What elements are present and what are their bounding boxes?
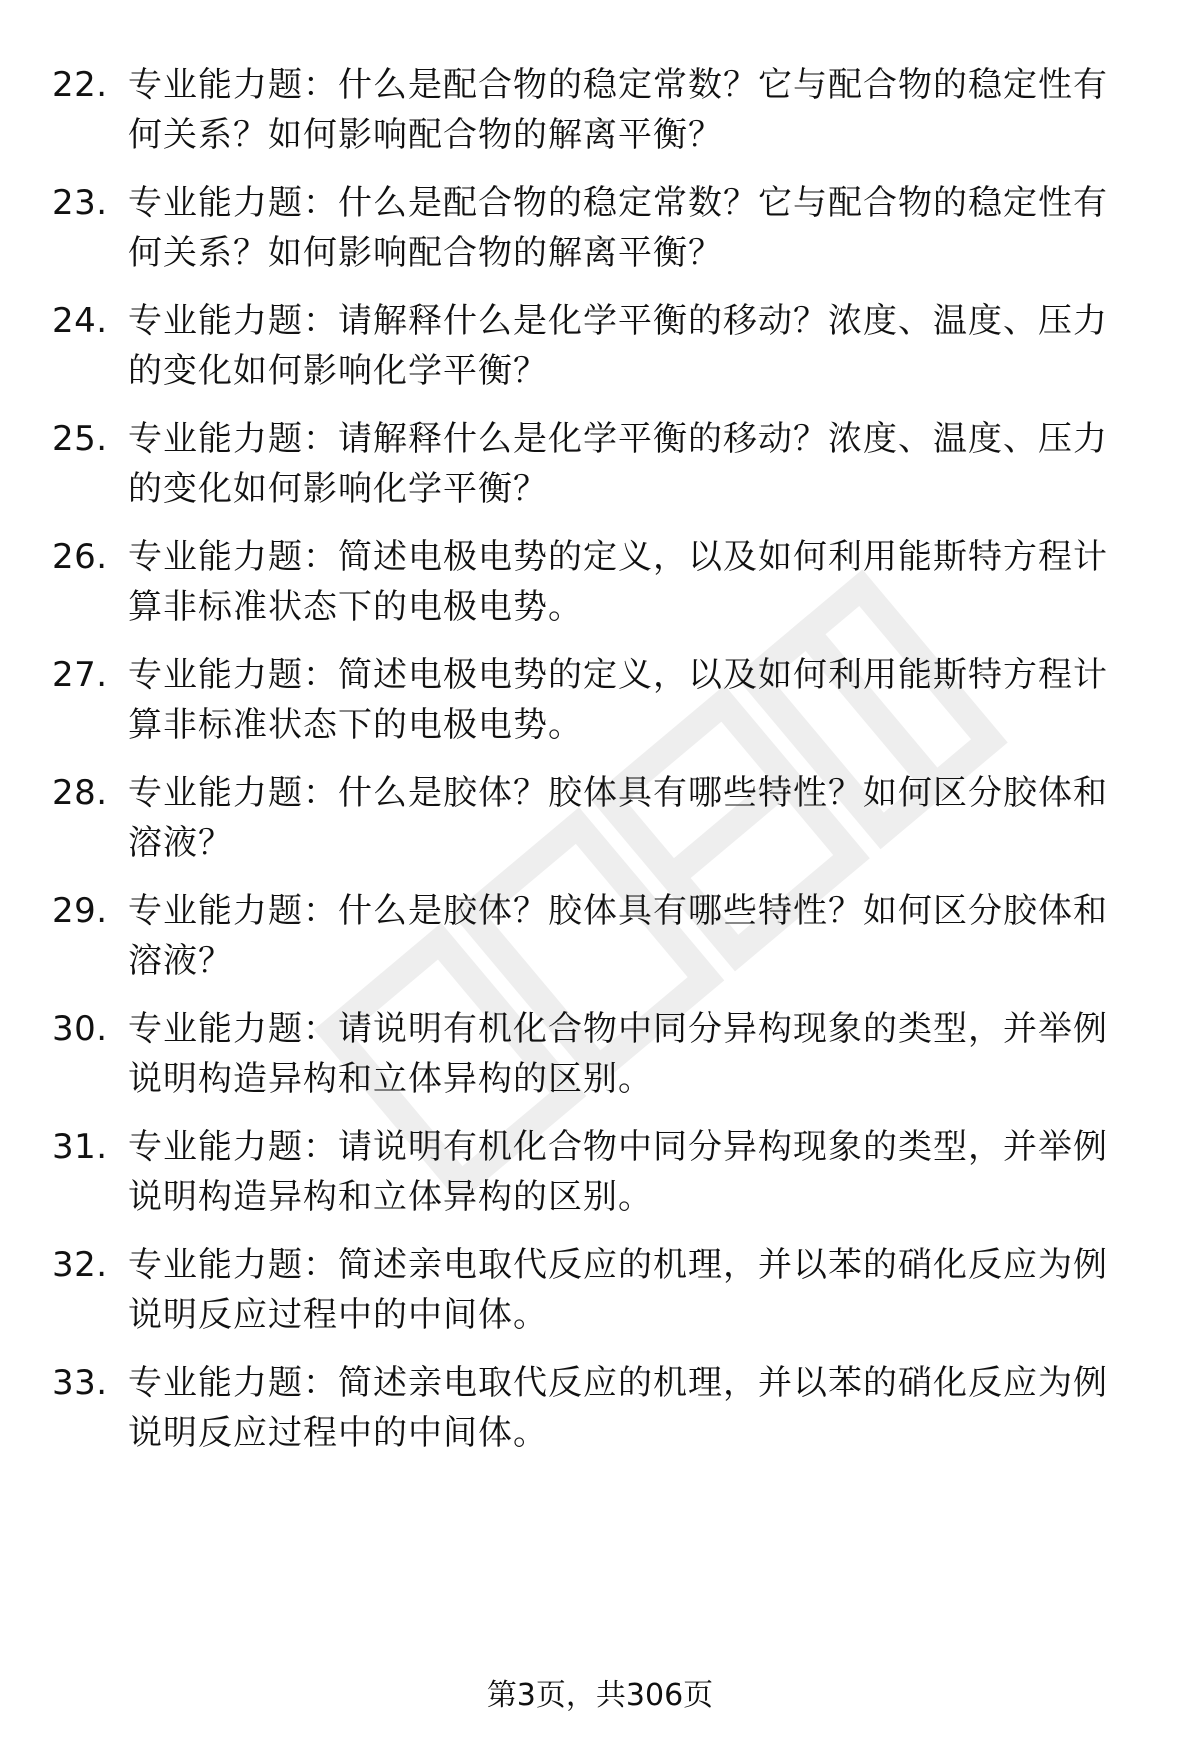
question-number: 28. — [52, 773, 108, 813]
question-number: 24. — [52, 301, 108, 341]
question-text: 专业能力题：什么是配合物的稳定常数？它与配合物的稳定性有何关系？如何影响配合物的解离平衡？ — [128, 65, 1108, 155]
list-item — [0, 1122, 1200, 1232]
question-text: 专业能力题：请说明有机化合物中同分异构现象的类型，并举例说明构造异构和立体异构的区别。 — [128, 1127, 1108, 1217]
list-item — [0, 1004, 1200, 1114]
question-number: 33. — [52, 1363, 108, 1403]
list-item — [0, 1358, 1200, 1468]
question-number: 31. — [52, 1127, 108, 1167]
list-item — [0, 60, 1200, 170]
question-number: 25. — [52, 419, 108, 459]
question-text: 专业能力题：什么是胶体？胶体具有哪些特性？如何区分胶体和溶液？ — [128, 891, 1108, 981]
question-number: 22. — [52, 65, 108, 105]
question-number: 29. — [52, 891, 108, 931]
list-item — [0, 768, 1200, 878]
question-number: 26. — [52, 537, 108, 577]
question-number: 30. — [52, 1009, 108, 1049]
question-number: 23. — [52, 183, 108, 223]
question-number: 32. — [52, 1245, 108, 1285]
list-item — [0, 532, 1200, 642]
question-text: 专业能力题：简述亲电取代反应的机理，并以苯的硝化反应为例说明反应过程中的中间体。 — [128, 1363, 1108, 1453]
page-footer: 第3页，共306页 — [486, 1678, 714, 1713]
question-text: 专业能力题：简述电极电势的定义，以及如何利用能斯特方程计算非标准状态下的电极电势。 — [128, 537, 1108, 627]
list-item — [0, 296, 1200, 406]
question-number: 27. — [52, 655, 108, 695]
question-text: 专业能力题：什么是胶体？胶体具有哪些特性？如何区分胶体和溶液？ — [128, 773, 1108, 863]
question-text: 专业能力题：请说明有机化合物中同分异构现象的类型，并举例说明构造异构和立体异构的区别。 — [128, 1009, 1108, 1099]
question-text: 专业能力题：请解释什么是化学平衡的移动？浓度、温度、压力的变化如何影响化学平衡？ — [128, 301, 1108, 391]
list-item — [0, 1240, 1200, 1350]
list-item — [0, 886, 1200, 996]
question-text: 专业能力题：请解释什么是化学平衡的移动？浓度、温度、压力的变化如何影响化学平衡？ — [128, 419, 1108, 509]
question-text: 专业能力题：简述亲电取代反应的机理，并以苯的硝化反应为例说明反应过程中的中间体。 — [128, 1245, 1108, 1335]
list-item — [0, 414, 1200, 524]
list-item — [0, 650, 1200, 760]
question-text: 专业能力题：什么是配合物的稳定常数？它与配合物的稳定性有何关系？如何影响配合物的解离平衡？ — [128, 183, 1108, 273]
list-item — [0, 178, 1200, 288]
question-text: 专业能力题：简述电极电势的定义，以及如何利用能斯特方程计算非标准状态下的电极电势。 — [128, 655, 1108, 745]
